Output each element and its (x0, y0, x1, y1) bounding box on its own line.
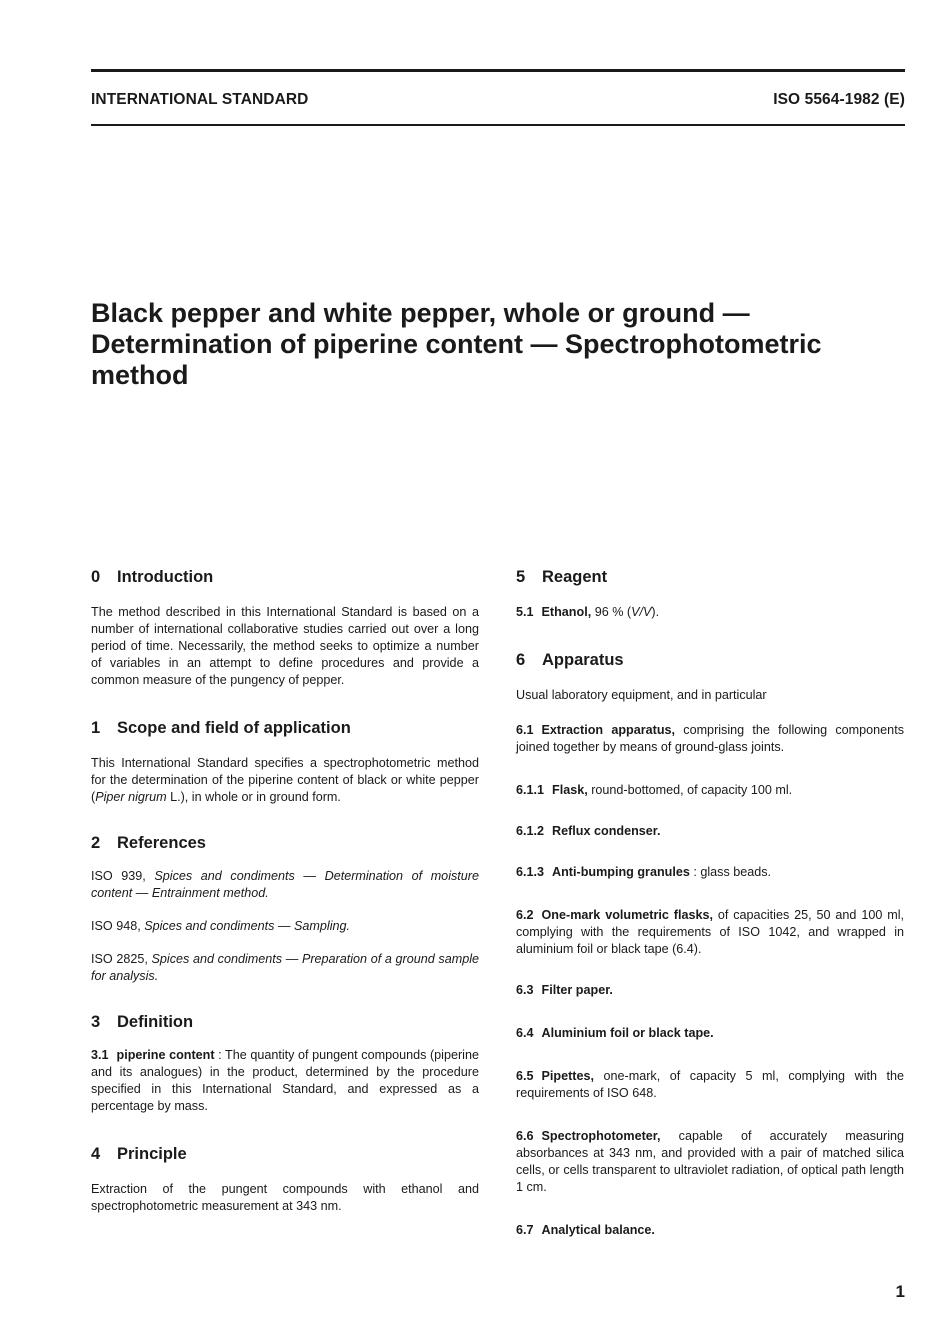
apparatus-item: 6.2 One-mark volumetric flasks, of capacities 25, 50 and 100 ml, complying with the requirements of ISO 1042, and wrapped in aluminium foil or black tape (6.4). (516, 908, 905, 956)
scope-text: This International Standard specifies a spectrophotometric method for the determination of the piperine content of black or white pepper (Piper nigrum L.), in whole or in ground form. (91, 756, 479, 804)
header-bottom-rule (91, 124, 905, 126)
apparatus-item: 6.1.2 Reflux condenser. (516, 824, 661, 838)
apparatus-item: 6.1 Extraction apparatus, comprising the following components joined together by means of ground-glass joints. (516, 723, 904, 754)
reagent-item: 5.1 Ethanol, 96 % (V/V). (516, 605, 660, 619)
section-5-heading: 5 Reagent (516, 568, 608, 586)
section-3-heading: 3 Definition (91, 1013, 194, 1031)
apparatus-item: 6.3 Filter paper. (516, 983, 613, 997)
title-line-3: method (91, 360, 189, 390)
apparatus-item: 6.1.3 Anti-bumping granules : glass beads. (516, 865, 772, 879)
left-column (91, 566, 479, 1215)
section-0-heading: 0 Introduction (91, 568, 214, 586)
page-number: 1 (895, 1282, 905, 1301)
right-column (516, 566, 904, 1239)
definition-text: 3.1 piperine content : The quantity of pungent compounds (piperine and its analogues) in the product, determined by the procedure specified in this International Standard, and expressed as a percentage by mass. (91, 1048, 479, 1113)
standard-number: ISO 5564-1982 (E) (773, 91, 905, 108)
title-line-2: Determination of piperine content — Spectrophotometric (91, 329, 822, 359)
apparatus-item: 6.7 Analytical balance. (516, 1223, 655, 1237)
principle-text: Extraction of the pungent compounds with ethanol and spectrophotometric measurement at 343 nm. (91, 1182, 479, 1213)
document-title (91, 298, 911, 391)
apparatus-item: 6.4 Aluminium foil or black tape. (516, 1026, 714, 1040)
reference-item: ISO 2825, Spices and condiments — Preparation of a ground sample for analysis. (91, 952, 479, 983)
header-top-rule (91, 69, 905, 72)
section-2-heading: 2 References (91, 834, 206, 852)
apparatus-item: 6.1.1 Flask, round-bottomed, of capacity 100 ml. (516, 783, 793, 797)
section-6-heading: 6 Apparatus (516, 651, 624, 669)
section-1-heading: 1 Scope and field of application (91, 719, 351, 737)
title-line-1: Black pepper and white pepper, whole or ground — (91, 298, 750, 328)
apparatus-item: 6.5 Pipettes, one-mark, of capacity 5 ml, complying with the requirements of ISO 648. (516, 1069, 904, 1100)
reference-item: ISO 939, Spices and condiments — Determination of moisture content — Entrainment method. (91, 869, 479, 900)
apparatus-item: 6.6 Spectrophotometer, capable of accurately measuring absorbances at 343 nm, and provided with a pair of matched silica cells, or cells transparent to ultraviolet radiation, of optical path length 1 cm. (516, 1129, 904, 1194)
reference-item: ISO 948, Spices and condiments — Sampling. (91, 919, 351, 933)
section-4-heading: 4 Principle (91, 1145, 187, 1163)
introduction-text: The method described in this International Standard is based on a number of international collaborative studies carried out over a long period of time. Necessarily, the method seeks to optimize a number of variables in an attempt to define procedures and provide a common measure of the pungency of pepper. (91, 605, 479, 687)
document-type-label: INTERNATIONAL STANDARD (91, 91, 309, 108)
apparatus-intro: Usual laboratory equipment, and in particular (516, 688, 767, 702)
